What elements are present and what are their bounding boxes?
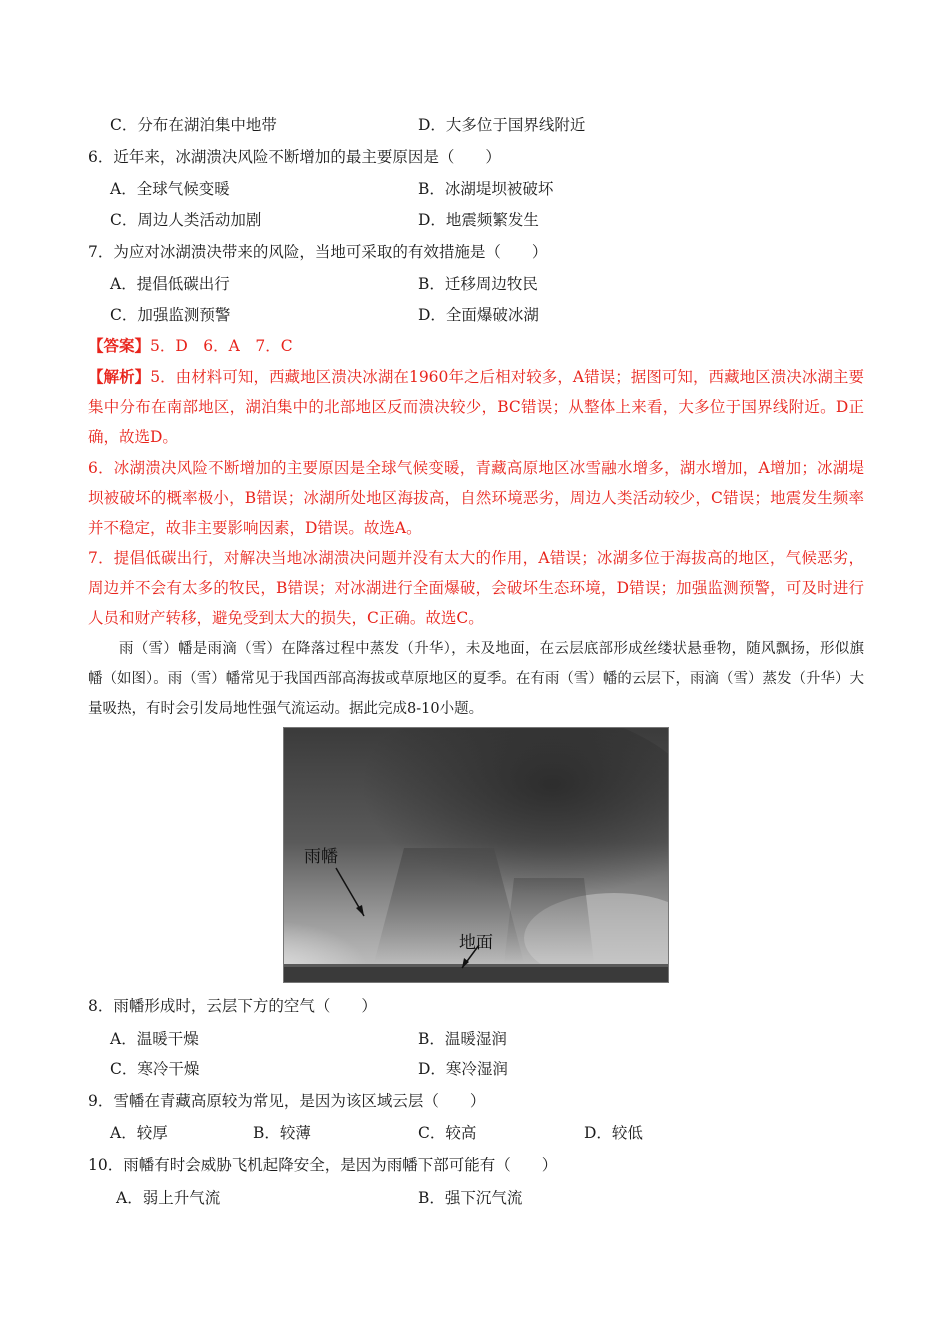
- analysis-tag: 【解析】: [88, 367, 151, 386]
- virga-label: 雨幡: [304, 847, 338, 867]
- q6-option-c: C．周边人类活动加剧: [110, 211, 262, 229]
- q8-option-a: A．温暖干燥: [110, 1030, 199, 1048]
- answer-tag: 【答案】: [88, 336, 151, 355]
- answer-text: 5．D 6．A 7．C: [150, 337, 293, 355]
- q8-stem: 8．雨幡形成时，云层下方的空气（ ）: [88, 997, 377, 1015]
- q4-option-d: D．大多位于国界线附近: [418, 116, 586, 134]
- q9-option-b: B．较薄: [253, 1124, 311, 1142]
- q6-option-b: B．冰湖堤坝被破坏: [418, 180, 554, 198]
- virga-photo: [283, 727, 669, 983]
- q6-option-a: A．全球气候变暖: [110, 180, 230, 198]
- analysis-q5-text: 5．由材料可知，西藏地区溃决冰湖在1960年之后相对较多，A错误；据图可知，西藏地区溃决冰湖主要集中分布在南部地区，湖泊集中的北部地区反而溃决较少，BC错误；从整体上来看，大多位于国界线附近。D正确，故选D。: [88, 368, 864, 446]
- material-paragraph: 雨（雪）幡是雨滴（雪）在降落过程中蒸发（升华），未及地面，在云层底部形成丝缕状悬垂物，随风飘扬，形似旗幡（如图）。雨（雪）幡常见于我国西部高海拔或草原地区的夏季。在有雨（雪）幡的云层下，雨滴（雪）蒸发（升华）大量吸热，有时会引发局地性强气流运动。据此完成8-10小题。: [88, 641, 864, 717]
- q6-stem: 6．近年来，冰湖溃决风险不断增加的最主要原因是（ ）: [88, 148, 501, 166]
- q9-option-d: D．较低: [584, 1124, 643, 1142]
- q7-option-a: A．提倡低碳出行: [110, 275, 230, 293]
- analysis-q7: 7．提倡低碳出行，对解决当地冰湖溃决问题并没有太大的作用，A错误；冰湖多位于海拔高的地区，气候恶劣，周边并不会有太多的牧民，B错误；对冰湖进行全面爆破，会破坏生态环境，D错误；加强监测预警，可及时进行人员和财产转移，避免受到太大的损失，C正确。故选C。: [88, 549, 864, 627]
- q4-option-c: C．分布在湖泊集中地带: [110, 116, 277, 134]
- q7-stem: 7．为应对冰湖溃决带来的风险，当地可采取的有效措施是（ ）: [88, 243, 548, 261]
- q9-option-a: A．较厚: [110, 1124, 168, 1142]
- analysis-q6: 6．冰湖溃决风险不断增加的主要原因是全球气候变暖，青藏高原地区冰雪融水增多，湖水增加，A增加；冰湖堤坝被破坏的概率极小，B错误；冰湖所处地区海拔高，自然环境恶劣，周边人类活动较少，C错误；地震发生频率并不稳定，故非主要影响因素，D错误。故选A。: [88, 459, 864, 537]
- q9-stem: 9．雪幡在青藏高原较为常见，是因为该区域云层（ ）: [88, 1092, 486, 1110]
- q6-option-d: D．地震频繁发生: [418, 211, 539, 229]
- q10-stem: 10．雨幡有时会威胁飞机起降安全，是因为雨幡下部可能有（ ）: [88, 1156, 558, 1174]
- q7-option-c: C．加强监测预警: [110, 306, 231, 324]
- q8-option-b: B．温暖湿润: [418, 1030, 507, 1048]
- q10-option-a: A．弱上升气流: [116, 1189, 221, 1207]
- answer-line: [88, 335, 293, 357]
- q7-option-b: B．迁移周边牧民: [418, 275, 538, 293]
- q8-option-c: C．寒冷干燥: [110, 1060, 200, 1078]
- q9-option-c: C．较高: [418, 1124, 477, 1142]
- q10-option-b: B．强下沉气流: [418, 1189, 523, 1207]
- q8-option-d: D．寒冷湿润: [418, 1060, 508, 1078]
- q7-option-d: D．全面爆破冰湖: [418, 306, 539, 324]
- analysis-q5: [88, 362, 864, 452]
- ground-label: 地面: [459, 933, 493, 953]
